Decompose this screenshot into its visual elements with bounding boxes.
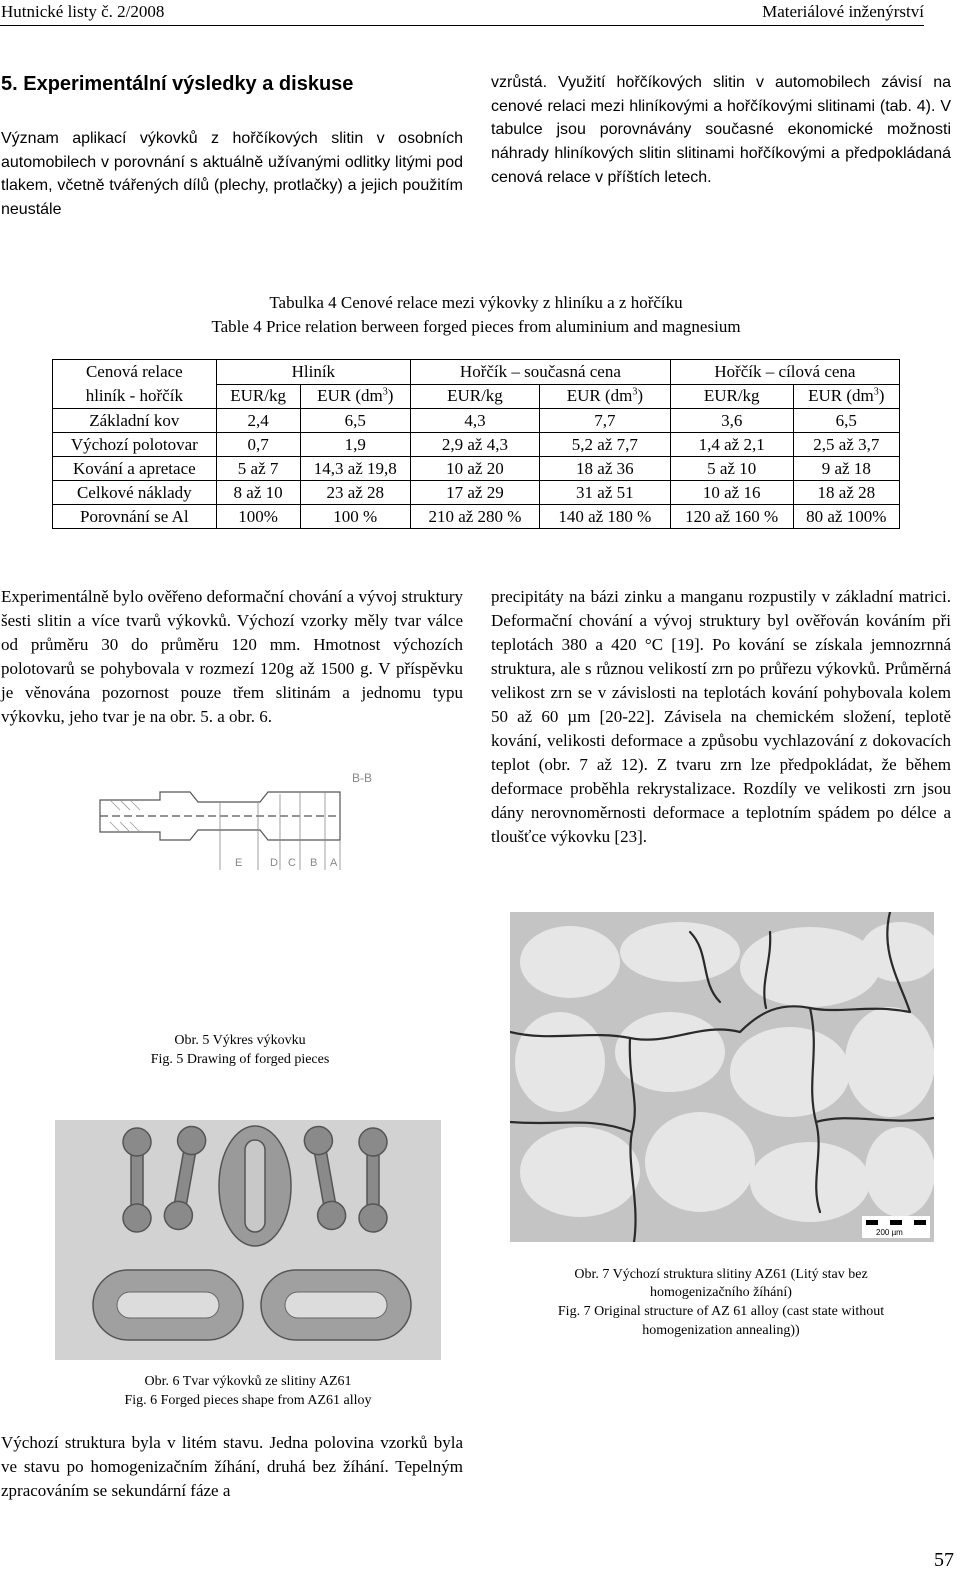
row-label: Celkové náklady — [53, 481, 217, 505]
table-cell: 100 % — [300, 505, 410, 529]
table-caption-cz: Tabulka 4 Cenové relace mezi výkovky z hliníku a z hořčíku — [269, 293, 683, 312]
table-cell: 10 až 20 — [411, 457, 540, 481]
fig7-caption-cz-2: homogenizačního žíhání) — [650, 1285, 792, 1300]
unit-header: EUR $(dm^3)$ — [300, 384, 410, 409]
unit-header: EUR $(dm^3)$ — [539, 384, 670, 409]
table-cell: 3,6 — [670, 409, 793, 433]
body-left-1: Experimentálně bylo ověřeno deformační chování a vývoj struktury šesti slitin a více tvarů výkovků. Výchozí vzorky měly tvar válce od průměru 30 do průměru 120 mm. Hmotnost výchozích polotovarů se pohybovala v rozmezí 120g až 1500 g. V příspěvku je věnována pozornost pouze třem slitinám a jednomu typu výkovku, jeho tvar je na obr. 5. a obr. 6. — [1, 587, 463, 726]
table-row — [53, 409, 900, 433]
table-cell: 23 až 28 — [300, 481, 410, 505]
table-cell: 5,2 až 7,7 — [539, 433, 670, 457]
table-cell: 80 až 100% — [793, 505, 899, 529]
dim-label: D — [270, 857, 278, 869]
fig7-caption-en-1: Fig. 7 Original structure of AZ 61 alloy (cast state without — [557, 1304, 885, 1319]
section-header: Materiálové inženýrství — [762, 2, 924, 21]
dim-label: B — [310, 857, 318, 869]
dim-label: C — [288, 857, 296, 869]
body-left-2: Výchozí struktura byla v litém stavu. Jedna polovina vzorků byla ve stavu po homogenizačním žíhání, druhá bez žíhání. Tepelným zpracováním se sekundární fáze a — [1, 1433, 463, 1500]
fig6-caption-en: Fig. 6 Forged pieces shape from AZ61 alloy — [124, 1393, 372, 1408]
table-cell: 4,3 — [411, 409, 540, 433]
microstructure-image — [510, 912, 934, 1242]
table-cell: 7,7 — [539, 409, 670, 433]
group-header: Hořčík – současná cena — [411, 360, 671, 385]
fig7-caption-en-2: homogenization annealing)) — [642, 1323, 800, 1338]
table-cell: 8 až 10 — [216, 481, 300, 505]
table-cell: 5 až 7 — [216, 457, 300, 481]
table-cell: 100% — [216, 505, 300, 529]
table-cell: 17 až 29 — [411, 481, 540, 505]
microstructure-photo — [510, 912, 934, 1242]
table-cell: 31 až 51 — [539, 481, 670, 505]
table-cell: 14,3 až 19,8 — [300, 457, 410, 481]
row-label: Kování a apretace — [53, 457, 217, 481]
table-row — [53, 433, 900, 457]
table-cell: 210 až 280 % — [411, 505, 540, 529]
row-label: Základní kov — [53, 409, 217, 433]
table-header-row — [53, 360, 900, 385]
header-rule — [0, 25, 924, 26]
fig5-caption-cz: Obr. 5 Výkres výkovku — [174, 1033, 306, 1048]
forged-pieces-image — [55, 1120, 441, 1360]
journal-header: Hutnické listy č. 2/2008 — [1, 2, 165, 21]
row-label: Výchozí polotovar — [53, 433, 217, 457]
forging-drawing — [60, 762, 420, 874]
table-row — [53, 505, 900, 529]
table-cell: 5 až 10 — [670, 457, 793, 481]
table-cell: 2,4 — [216, 409, 300, 433]
row-label: Porovnání se Al — [53, 505, 217, 529]
price-table — [52, 359, 900, 529]
table-row — [53, 481, 900, 505]
table-corner: Cenová relace hliník - hořčík — [53, 360, 217, 409]
intro-right: vzrůstá. Využití hořčíkových slitin v automobilech závisí na cenové relaci mezi hliníkovými a hořčíkovými slitinami (tab. 4). V tabulce jsou porovnávány současné ekonomické možnosti náhrady hliníkových slitin slitinami hořčíkovými a předpokládaná cenová relace v příštích letech. — [491, 74, 951, 186]
table-cell: 140 až 180 % — [539, 505, 670, 529]
table-cell: 6,5 — [793, 409, 899, 433]
fig7-caption-cz-1: Obr. 7 Výchozí struktura slitiny AZ61 (Litý stav bez — [574, 1267, 868, 1282]
table-cell: 18 až 28 — [793, 481, 899, 505]
table-cell: 1,9 — [300, 433, 410, 457]
fig5-caption-en: Fig. 5 Drawing of forged pieces — [150, 1052, 330, 1067]
intro-left: Význam aplikací výkovků z hořčíkových slitin v osobních automobilech v porovnání s aktuálně užívanými odlitky litými pod tlakem, včetně tvářených dílů (plechy, protlačky) a jejich použitím neustále — [1, 130, 463, 219]
scale-bar-label: 200 µm — [876, 1228, 903, 1237]
unit-header: EUR $(dm^3)$ — [793, 384, 899, 409]
section-label: B-B — [352, 771, 373, 785]
table-row — [53, 457, 900, 481]
unit-header: EUR/kg — [670, 384, 793, 409]
group-header: Hořčík – cílová cena — [670, 360, 899, 385]
group-header: Hliník — [216, 360, 410, 385]
table-cell: 2,5 až 3,7 — [793, 433, 899, 457]
table-cell: 6,5 — [300, 409, 410, 433]
unit-header: EUR/kg — [411, 384, 540, 409]
forged-pieces-photo — [55, 1120, 441, 1360]
table-cell: 120 až 160 % — [670, 505, 793, 529]
table-cell: 9 až 18 — [793, 457, 899, 481]
table-cell: 1,4 až 2,1 — [670, 433, 793, 457]
table-cell: 10 až 16 — [670, 481, 793, 505]
table-caption-en: Table 4 Price relation berween forged pieces from aluminium and magnesium — [211, 317, 741, 336]
table-cell: 18 až 36 — [539, 457, 670, 481]
dim-label: A — [330, 857, 338, 869]
unit-header: EUR/kg — [216, 384, 300, 409]
dim-label: E — [235, 857, 243, 869]
section-title: 5. Experimentální výsledky a diskuse — [1, 73, 354, 95]
page-number: 57 — [934, 1549, 954, 1571]
fig6-caption-cz: Obr. 6 Tvar výkovků ze slitiny AZ61 — [144, 1374, 352, 1389]
body-right-1: precipitáty na bázi zinku a manganu rozpustily v základní matrici. Deformační chování a vývoj struktury byl ověřován kováním při teplotách 380 a 420 °C [19]. Po kování se získala jemnozrnná struktura, ale s různou velikostí zrn po průřezu výkovků. Průměrná velikost zrn se v závislosti na teplotách kování pohybovala kolem 50 až 60 µm [20-22]. Závisela na chemickém složení, teplotě kování, velikosti deformace a způsobu vychlazování z dokovacích teplot (obr. 7 až 12). Z tvaru zrn lze předpokládat, že během deformace proběhla rekrystalizace. Rozdíly ve velikosti zrn jsou dány nerovnoměrnosti deformace a teplotním spádem po délce a tloušťce výkovku [23]. — [491, 587, 951, 846]
table-cell: 2,9 až 4,3 — [411, 433, 540, 457]
table-cell: 0,7 — [216, 433, 300, 457]
